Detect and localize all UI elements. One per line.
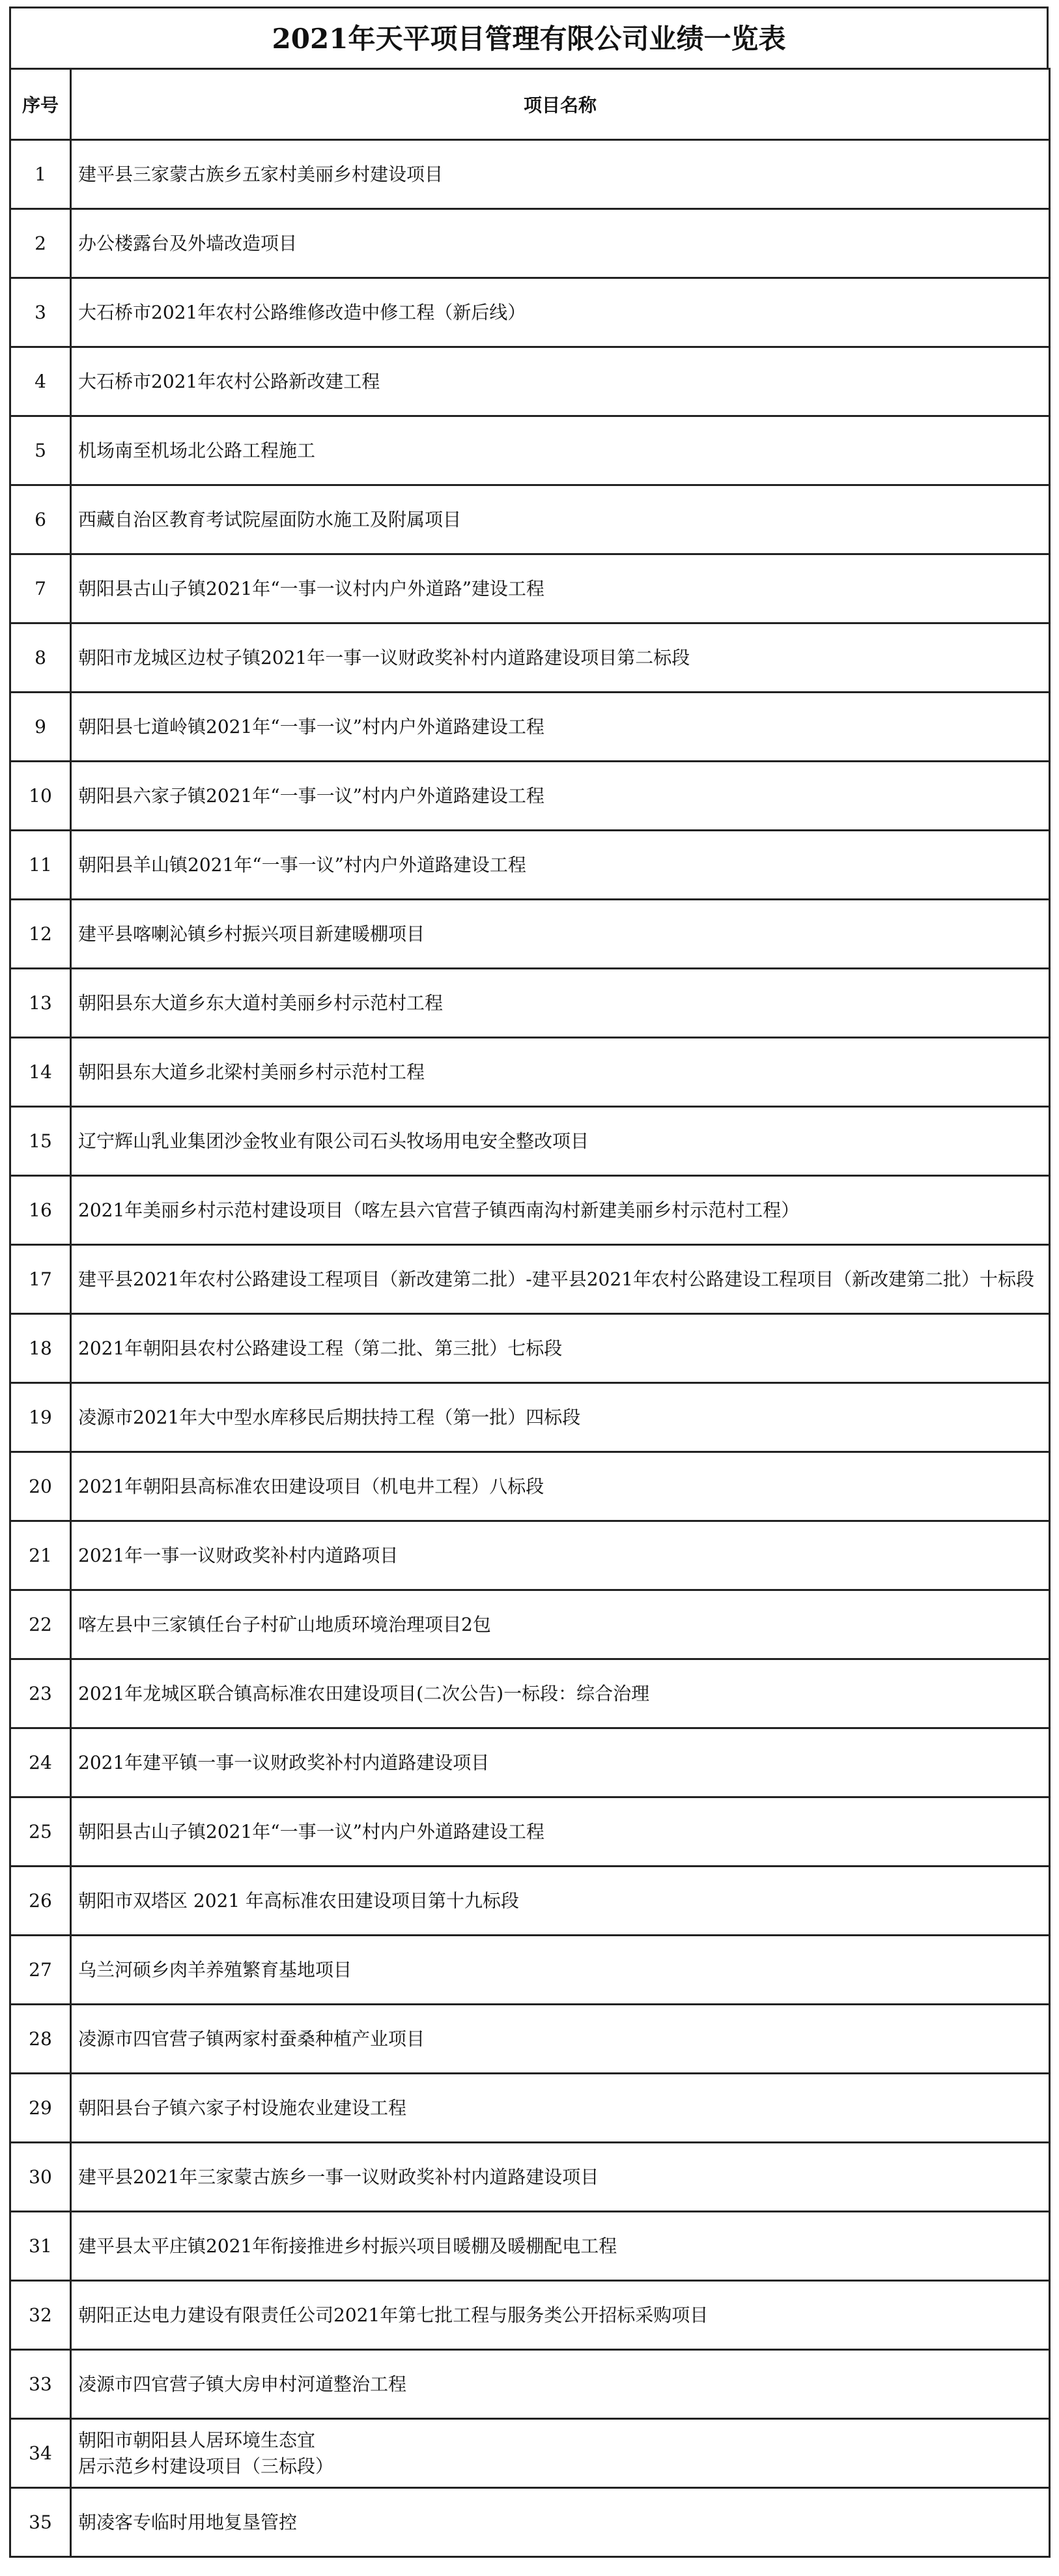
- table-row: [10, 1245, 1050, 1314]
- performance-table: [9, 68, 1051, 2558]
- table-row: [10, 1038, 1050, 1107]
- row-number: 16: [10, 1176, 71, 1245]
- row-number: 33: [10, 2350, 71, 2419]
- project-name: 建平县太平庄镇2021年衔接推进乡村振兴项目暖棚及暖棚配电工程: [71, 2212, 1050, 2281]
- table-row: [10, 2419, 1050, 2488]
- project-name: 朝阳县东大道乡北梁村美丽乡村示范村工程: [71, 1038, 1050, 1107]
- table-row: [10, 1176, 1050, 1245]
- table-body: [10, 140, 1050, 2557]
- row-number: 23: [10, 1659, 71, 1728]
- row-number: 15: [10, 1107, 71, 1176]
- row-number: 5: [10, 416, 71, 485]
- project-name: 朝阳市龙城区边杖子镇2021年一事一议财政奖补村内道路建设项目第二标段: [71, 623, 1050, 693]
- column-header-no: 序号: [10, 69, 71, 140]
- project-name: 2021年美丽乡村示范村建设项目（喀左县六官营子镇西南沟村新建美丽乡村示范村工程）: [71, 1176, 1050, 1245]
- project-name: 大石桥市2021年农村公路新改建工程: [71, 347, 1050, 416]
- row-number: 20: [10, 1452, 71, 1521]
- row-number: 32: [10, 2281, 71, 2350]
- table-row: [10, 831, 1050, 900]
- project-name: 朝阳县台子镇六家子村设施农业建设工程: [71, 2074, 1050, 2143]
- project-name: 凌源市2021年大中型水库移民后期扶持工程（第一批）四标段: [71, 1383, 1050, 1452]
- table-row: [10, 416, 1050, 485]
- row-number: 34: [10, 2419, 71, 2488]
- project-name: 2021年建平镇一事一议财政奖补村内道路建设项目: [71, 1728, 1050, 1797]
- table-row: [10, 693, 1050, 762]
- project-name: 乌兰河硕乡肉羊养殖繁育基地项目: [71, 1936, 1050, 2005]
- project-name: 西藏自治区教育考试院屋面防水施工及附属项目: [71, 485, 1050, 554]
- project-name: 喀左县中三家镇任台子村矿山地质环境治理项目2包: [71, 1590, 1050, 1659]
- row-number: 1: [10, 140, 71, 209]
- row-number: 30: [10, 2143, 71, 2212]
- row-number: 12: [10, 900, 71, 969]
- table-row: [10, 1590, 1050, 1659]
- row-number: 8: [10, 623, 71, 693]
- project-name: 朝阳市朝阳县人居环境生态宜 居示范乡村建设项目（三标段）: [71, 2419, 1050, 2488]
- table-row: [10, 2005, 1050, 2074]
- row-number: 27: [10, 1936, 71, 2005]
- table-row: [10, 485, 1050, 554]
- table-row: [10, 347, 1050, 416]
- table-row: [10, 969, 1050, 1038]
- table-row: [10, 762, 1050, 831]
- project-name: 朝阳县古山子镇2021年“一事一议”村内户外道路建设工程: [71, 1797, 1050, 1867]
- row-number: 31: [10, 2212, 71, 2281]
- table-row: [10, 554, 1050, 623]
- row-number: 21: [10, 1521, 71, 1590]
- project-name: 机场南至机场北公路工程施工: [71, 416, 1050, 485]
- row-number: 19: [10, 1383, 71, 1452]
- project-name: 凌源市四官营子镇两家村蚕桑种植产业项目: [71, 2005, 1050, 2074]
- project-name: 办公楼露台及外墙改造项目: [71, 209, 1050, 278]
- table-row: [10, 623, 1050, 693]
- project-name: 大石桥市2021年农村公路维修改造中修工程（新后线）: [71, 278, 1050, 347]
- row-number: 4: [10, 347, 71, 416]
- table-row: [10, 2143, 1050, 2212]
- row-number: 35: [10, 2488, 71, 2557]
- performance-sheet: [9, 7, 1049, 2558]
- row-number: 29: [10, 2074, 71, 2143]
- project-name: 朝阳正达电力建设有限责任公司2021年第七批工程与服务类公开招标采购项目: [71, 2281, 1050, 2350]
- table-header-row: [10, 69, 1050, 140]
- table-row: [10, 1521, 1050, 1590]
- project-name: 朝阳县东大道乡东大道村美丽乡村示范村工程: [71, 969, 1050, 1038]
- project-name: 2021年朝阳县高标准农田建设项目（机电井工程）八标段: [71, 1452, 1050, 1521]
- project-name: 朝阳县羊山镇2021年“一事一议”村内户外道路建设工程: [71, 831, 1050, 900]
- row-number: 6: [10, 485, 71, 554]
- row-number: 25: [10, 1797, 71, 1867]
- table-row: [10, 1107, 1050, 1176]
- table-row: [10, 1936, 1050, 2005]
- table-row: [10, 1728, 1050, 1797]
- table-row: [10, 2281, 1050, 2350]
- row-number: 22: [10, 1590, 71, 1659]
- table-row: [10, 1383, 1050, 1452]
- row-number: 17: [10, 1245, 71, 1314]
- project-name: 2021年朝阳县农村公路建设工程（第二批、第三批）七标段: [71, 1314, 1050, 1383]
- table-row: [10, 209, 1050, 278]
- row-number: 3: [10, 278, 71, 347]
- row-number: 13: [10, 969, 71, 1038]
- table-row: [10, 2074, 1050, 2143]
- table-row: [10, 1452, 1050, 1521]
- row-number: 9: [10, 693, 71, 762]
- table-row: [10, 1797, 1050, 1867]
- project-name: 凌源市四官营子镇大房申村河道整治工程: [71, 2350, 1050, 2419]
- project-name: 建平县2021年农村公路建设工程项目（新改建第二批）-建平县2021年农村公路建设工程项目（新改建第二批）十标段: [71, 1245, 1050, 1314]
- column-header-name: 项目名称: [71, 69, 1050, 140]
- row-number: 2: [10, 209, 71, 278]
- project-name: 朝阳县六家子镇2021年“一事一议”村内户外道路建设工程: [71, 762, 1050, 831]
- table-row: [10, 278, 1050, 347]
- project-name: 朝凌客专临时用地复垦管控: [71, 2488, 1050, 2557]
- table-row: [10, 900, 1050, 969]
- row-number: 14: [10, 1038, 71, 1107]
- row-number: 11: [10, 831, 71, 900]
- table-row: [10, 2350, 1050, 2419]
- project-name: 朝阳县古山子镇2021年“一事一议村内户外道路”建设工程: [71, 554, 1050, 623]
- table-row: [10, 2212, 1050, 2281]
- project-name: 建平县2021年三家蒙古族乡一事一议财政奖补村内道路建设项目: [71, 2143, 1050, 2212]
- table-row: [10, 2488, 1050, 2557]
- row-number: 10: [10, 762, 71, 831]
- row-number: 26: [10, 1867, 71, 1936]
- project-name: 2021年一事一议财政奖补村内道路项目: [71, 1521, 1050, 1590]
- project-name: 建平县三家蒙古族乡五家村美丽乡村建设项目: [71, 140, 1050, 209]
- row-number: 18: [10, 1314, 71, 1383]
- project-name: 朝阳市双塔区 2021 年高标准农田建设项目第十九标段: [71, 1867, 1050, 1936]
- page-title: 2021年天平项目管理有限公司业绩一览表: [9, 7, 1049, 68]
- project-name: 2021年龙城区联合镇高标准农田建设项目(二次公告)一标段：综合治理: [71, 1659, 1050, 1728]
- row-number: 28: [10, 2005, 71, 2074]
- project-name: 辽宁辉山乳业集团沙金牧业有限公司石头牧场用电安全整改项目: [71, 1107, 1050, 1176]
- row-number: 7: [10, 554, 71, 623]
- table-row: [10, 140, 1050, 209]
- project-name: 朝阳县七道岭镇2021年“一事一议”村内户外道路建设工程: [71, 693, 1050, 762]
- table-row: [10, 1659, 1050, 1728]
- table-row: [10, 1867, 1050, 1936]
- table-row: [10, 1314, 1050, 1383]
- project-name: 建平县喀喇沁镇乡村振兴项目新建暖棚项目: [71, 900, 1050, 969]
- row-number: 24: [10, 1728, 71, 1797]
